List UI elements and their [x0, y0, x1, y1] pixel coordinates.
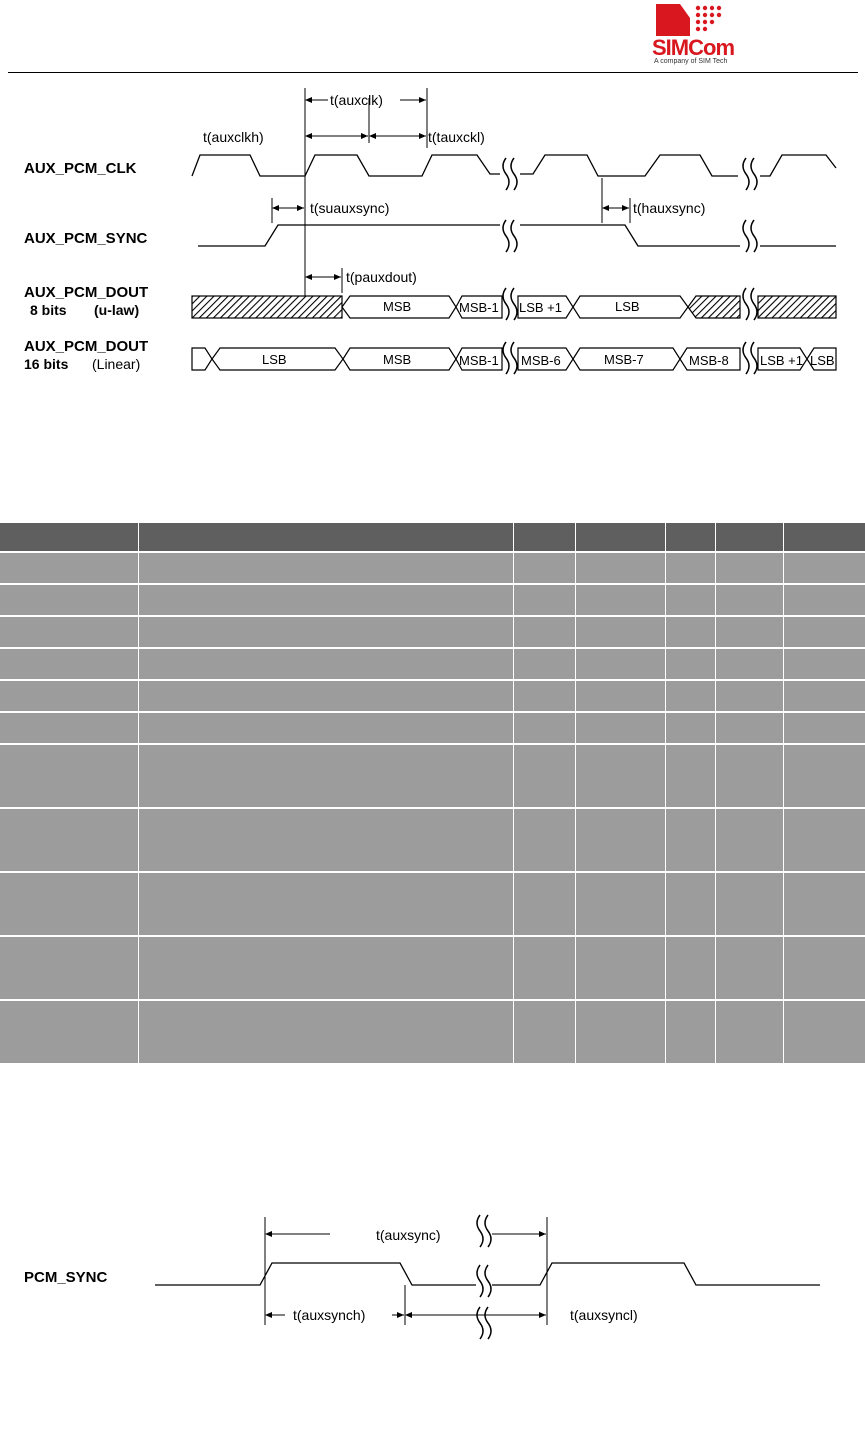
table-cell [138, 616, 513, 648]
table-cell [575, 680, 665, 712]
clk-waveform-2 [520, 155, 738, 176]
table-cell [0, 808, 138, 872]
table-cell [513, 1000, 575, 1064]
table-cell [138, 1000, 513, 1064]
table-cell [715, 552, 783, 584]
table-cell [665, 616, 715, 648]
pcm-sync-timing-diagram [0, 1185, 865, 1345]
table-cell [513, 552, 575, 584]
table-cell [715, 680, 783, 712]
table-cell [783, 1000, 865, 1064]
logo-com-text: Com [688, 35, 735, 60]
table-cell [575, 552, 665, 584]
clk-waveform [192, 155, 500, 176]
table-cell [665, 808, 715, 872]
auxclkh-label: t(auxclkh) [203, 129, 264, 145]
table-cell [715, 616, 783, 648]
table-row [0, 680, 865, 712]
auxclk-label: t(auxclk) [330, 92, 383, 108]
table-cell [0, 552, 138, 584]
table-row [0, 744, 865, 808]
table-cell [783, 584, 865, 616]
table-cell [138, 744, 513, 808]
table-header-cell [665, 523, 715, 552]
table-cell [575, 936, 665, 1000]
table-cell [575, 712, 665, 744]
table-cell [715, 808, 783, 872]
table-cell [715, 936, 783, 1000]
clk-signal-label: AUX_PCM_CLK [24, 160, 137, 177]
dout16-field-msb: MSB [383, 352, 412, 367]
table-cell [0, 1000, 138, 1064]
table-cell [783, 744, 865, 808]
table-cell [513, 680, 575, 712]
dout16-field-lsb2: LSB [810, 353, 835, 368]
table-header-cell [715, 523, 783, 552]
table-cell [513, 648, 575, 680]
dout16-mode-label: (Linear) [92, 356, 141, 372]
table-row [0, 936, 865, 1000]
table-cell [0, 712, 138, 744]
hauxsync-label: t(hauxsync) [633, 200, 706, 216]
table-cell [575, 744, 665, 808]
table-cell [138, 680, 513, 712]
table-cell [783, 552, 865, 584]
table-cell [575, 1000, 665, 1064]
dout16-field-msb6: MSB-6 [521, 353, 561, 368]
table-header-cell [575, 523, 665, 552]
dout8-field-lsb: LSB [615, 299, 640, 314]
table-row [0, 808, 865, 872]
simcom-logo [650, 2, 762, 68]
table-row [0, 552, 865, 584]
pauxdout-label: t(pauxdout) [346, 269, 417, 285]
table-cell [783, 680, 865, 712]
table-cell [513, 616, 575, 648]
table-cell [783, 872, 865, 936]
table-cell [138, 872, 513, 936]
table-cell [0, 680, 138, 712]
dout8-field-msb: MSB [383, 299, 412, 314]
table-cell [715, 744, 783, 808]
dout8-bits-label: 8 bits [30, 302, 67, 318]
dout16-field-lsb: LSB [262, 352, 287, 367]
table-cell [575, 616, 665, 648]
auxsynch-label: t(auxsynch) [293, 1307, 366, 1323]
table-cell [0, 616, 138, 648]
table-cell [783, 712, 865, 744]
table-cell [715, 584, 783, 616]
table-cell [0, 872, 138, 936]
pcm-sync-waveform-2 [492, 1263, 820, 1285]
table-row [0, 584, 865, 616]
table-cell [715, 1000, 783, 1064]
header-rule [8, 72, 858, 73]
table-cell [715, 712, 783, 744]
aux-pcm-timing-diagram [0, 78, 865, 388]
table-cell [783, 808, 865, 872]
table-cell [138, 712, 513, 744]
dout16-field-msb7: MSB-7 [604, 352, 644, 367]
table-cell [783, 616, 865, 648]
dout16-bits-label: 16 bits [24, 356, 69, 372]
table-row [0, 616, 865, 648]
dout16-field-msb8: MSB-8 [689, 353, 729, 368]
break-marks [503, 158, 757, 374]
table-header-cell [513, 523, 575, 552]
dout16-signal-label: AUX_PCM_DOUT [24, 338, 149, 355]
table-row [0, 648, 865, 680]
table-cell [575, 808, 665, 872]
table-row [0, 1000, 865, 1064]
table-cell [0, 744, 138, 808]
dout8-bus [192, 296, 836, 318]
table-cell [665, 648, 715, 680]
table-cell [513, 584, 575, 616]
tauxckl-label: t(tauxckl) [428, 129, 485, 145]
table-row [0, 712, 865, 744]
table-cell [138, 808, 513, 872]
logo-mark-icon [650, 2, 762, 38]
table-cell [513, 712, 575, 744]
table-header-row [0, 523, 865, 552]
sync-signal-label: AUX_PCM_SYNC [24, 230, 148, 247]
table-cell [665, 1000, 715, 1064]
table-cell [665, 872, 715, 936]
dout8-field-lsb1: LSB +1 [519, 300, 563, 315]
table-cell [783, 936, 865, 1000]
table-cell [665, 936, 715, 1000]
table-cell [715, 648, 783, 680]
table-cell [0, 936, 138, 1000]
sync-waveform-2 [520, 225, 740, 246]
table-cell [138, 552, 513, 584]
table-cell [513, 808, 575, 872]
table-cell [513, 872, 575, 936]
table-cell [665, 712, 715, 744]
table-cell [138, 584, 513, 616]
table-cell [575, 584, 665, 616]
timing-parameter-table [0, 523, 865, 1065]
table-header-cell [138, 523, 513, 552]
dout8-signal-label: AUX_PCM_DOUT [24, 284, 149, 301]
table-cell [665, 680, 715, 712]
dout16-field-msb1: MSB-1 [459, 353, 499, 368]
pcm-sync-waveform [155, 1263, 476, 1285]
table-header-cell [0, 523, 138, 552]
table-cell [665, 584, 715, 616]
clk-waveform-3 [760, 155, 836, 176]
suauxsync-label: t(suauxsync) [310, 200, 390, 216]
pcm-break-marks [477, 1215, 491, 1339]
table-cell [665, 552, 715, 584]
table-row [0, 872, 865, 936]
table-cell [513, 936, 575, 1000]
auxsync-label: t(auxsync) [376, 1227, 441, 1243]
table-cell [575, 872, 665, 936]
table-header-cell [783, 523, 865, 552]
table-cell [0, 584, 138, 616]
logo-tagline: A company of SIM Tech [654, 58, 728, 65]
table-cell [138, 648, 513, 680]
dout8-field-msb1: MSB-1 [459, 300, 499, 315]
table-cell [513, 744, 575, 808]
table-cell [0, 648, 138, 680]
table-cell [783, 648, 865, 680]
table-cell [665, 744, 715, 808]
logo-sim-text: SIM [652, 35, 689, 60]
auxsyncl-label: t(auxsyncl) [570, 1307, 638, 1323]
sync-waveform [198, 225, 500, 246]
dout8-mode-label: (u-law) [94, 302, 140, 318]
table-cell [715, 872, 783, 936]
dout16-field-lsb1: LSB +1 [760, 353, 804, 368]
table-cell [138, 936, 513, 1000]
pcm-sync-signal-label: PCM_SYNC [24, 1269, 108, 1286]
table-cell [575, 648, 665, 680]
